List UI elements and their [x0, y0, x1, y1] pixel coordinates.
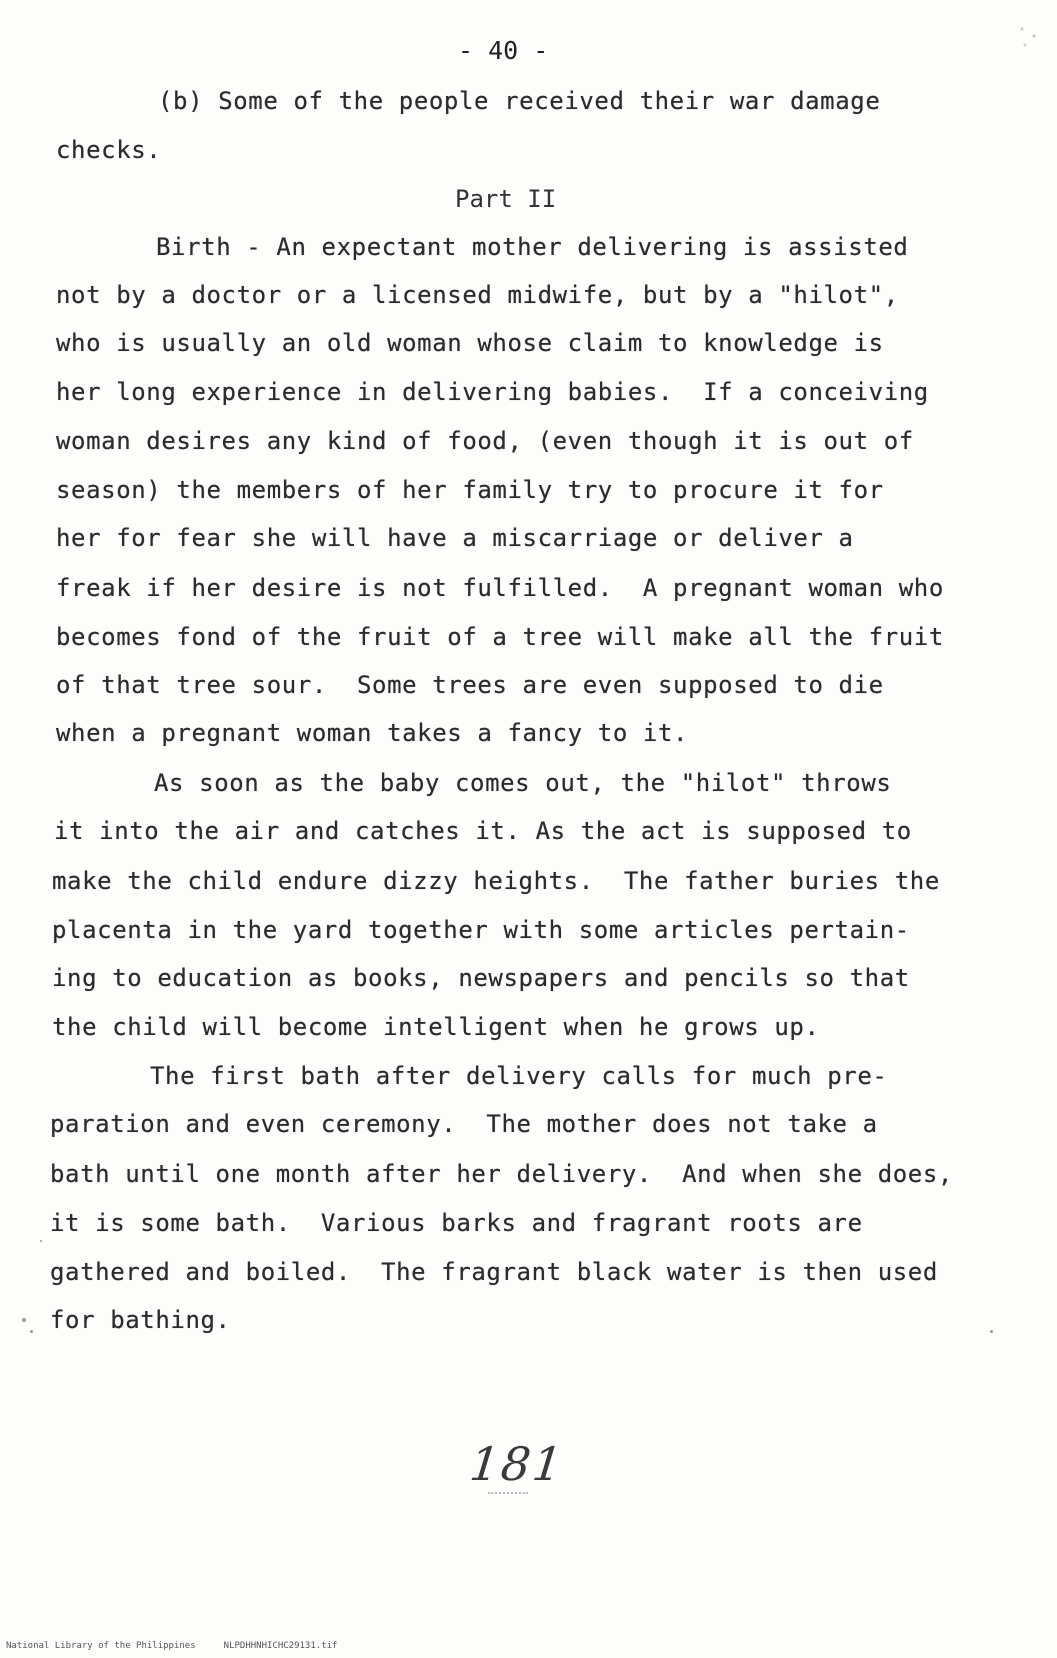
text-line: make the child endure dizzy heights. The father buries the	[52, 867, 940, 895]
text-line: (b) Some of the people received their war damage	[158, 87, 881, 115]
scan-speck	[40, 1240, 42, 1242]
scan-artifact	[1013, 18, 1043, 54]
page-number: - 40 -	[458, 36, 549, 65]
text-line: of that tree sour. Some trees are even supposed to die	[56, 671, 884, 699]
scan-speck	[990, 1330, 993, 1333]
footer-file-code: NLPDHHNHICHC29131.tif	[223, 1641, 338, 1651]
text-line: paration and even ceremony. The mother does not take a	[50, 1110, 878, 1138]
section-heading: Part II	[455, 185, 557, 213]
handwritten-folio-number: 181	[467, 1437, 567, 1491]
text-line: ing to education as books, newspapers and pencils so that	[52, 964, 910, 992]
text-line: not by a doctor or a licensed midwife, but by a "hilot",	[56, 281, 899, 309]
text-line: placenta in the yard together with some articles pertain-	[52, 916, 910, 944]
text-line: The first bath after delivery calls for much pre-	[150, 1062, 888, 1090]
text-line: woman desires any kind of food, (even though it is out of	[56, 427, 914, 455]
text-line: for bathing.	[50, 1306, 231, 1334]
text-line: it into the air and catches it. As the act is supposed to	[54, 817, 912, 845]
text-line: it is some bath. Various barks and fragrant roots are	[50, 1209, 863, 1237]
text-line: when a pregnant woman takes a fancy to it.	[56, 719, 689, 747]
text-line: becomes fond of the fruit of a tree will make all the fruit	[56, 623, 944, 651]
text-line: her for fear she will have a miscarriage or deliver a	[56, 524, 854, 552]
text-line: her long experience in delivering babies. If a conceiving	[56, 378, 929, 406]
scan-speck	[30, 1330, 33, 1333]
text-line: freak if her desire is not fulfilled. A pregnant woman who	[56, 574, 944, 602]
text-line: bath until one month after her delivery. And when she does,	[50, 1160, 953, 1188]
scan-speck	[22, 1318, 26, 1322]
text-line: gathered and boiled. The fragrant black water is then used	[50, 1258, 938, 1286]
text-line: season) the members of her family try to procure it for	[56, 476, 884, 504]
footer-library: National Library of the Philippines	[6, 1641, 196, 1651]
archive-footer	[6, 1641, 337, 1651]
text-line: Birth - An expectant mother delivering is assisted	[156, 233, 909, 261]
folio-underline-dots	[488, 1492, 528, 1498]
text-line: As soon as the baby comes out, the "hilot" throws	[154, 769, 892, 797]
text-line: who is usually an old woman whose claim to knowledge is	[56, 329, 884, 357]
text-line: the child will become intelligent when he grows up.	[52, 1013, 820, 1041]
text-line: checks.	[56, 136, 162, 164]
